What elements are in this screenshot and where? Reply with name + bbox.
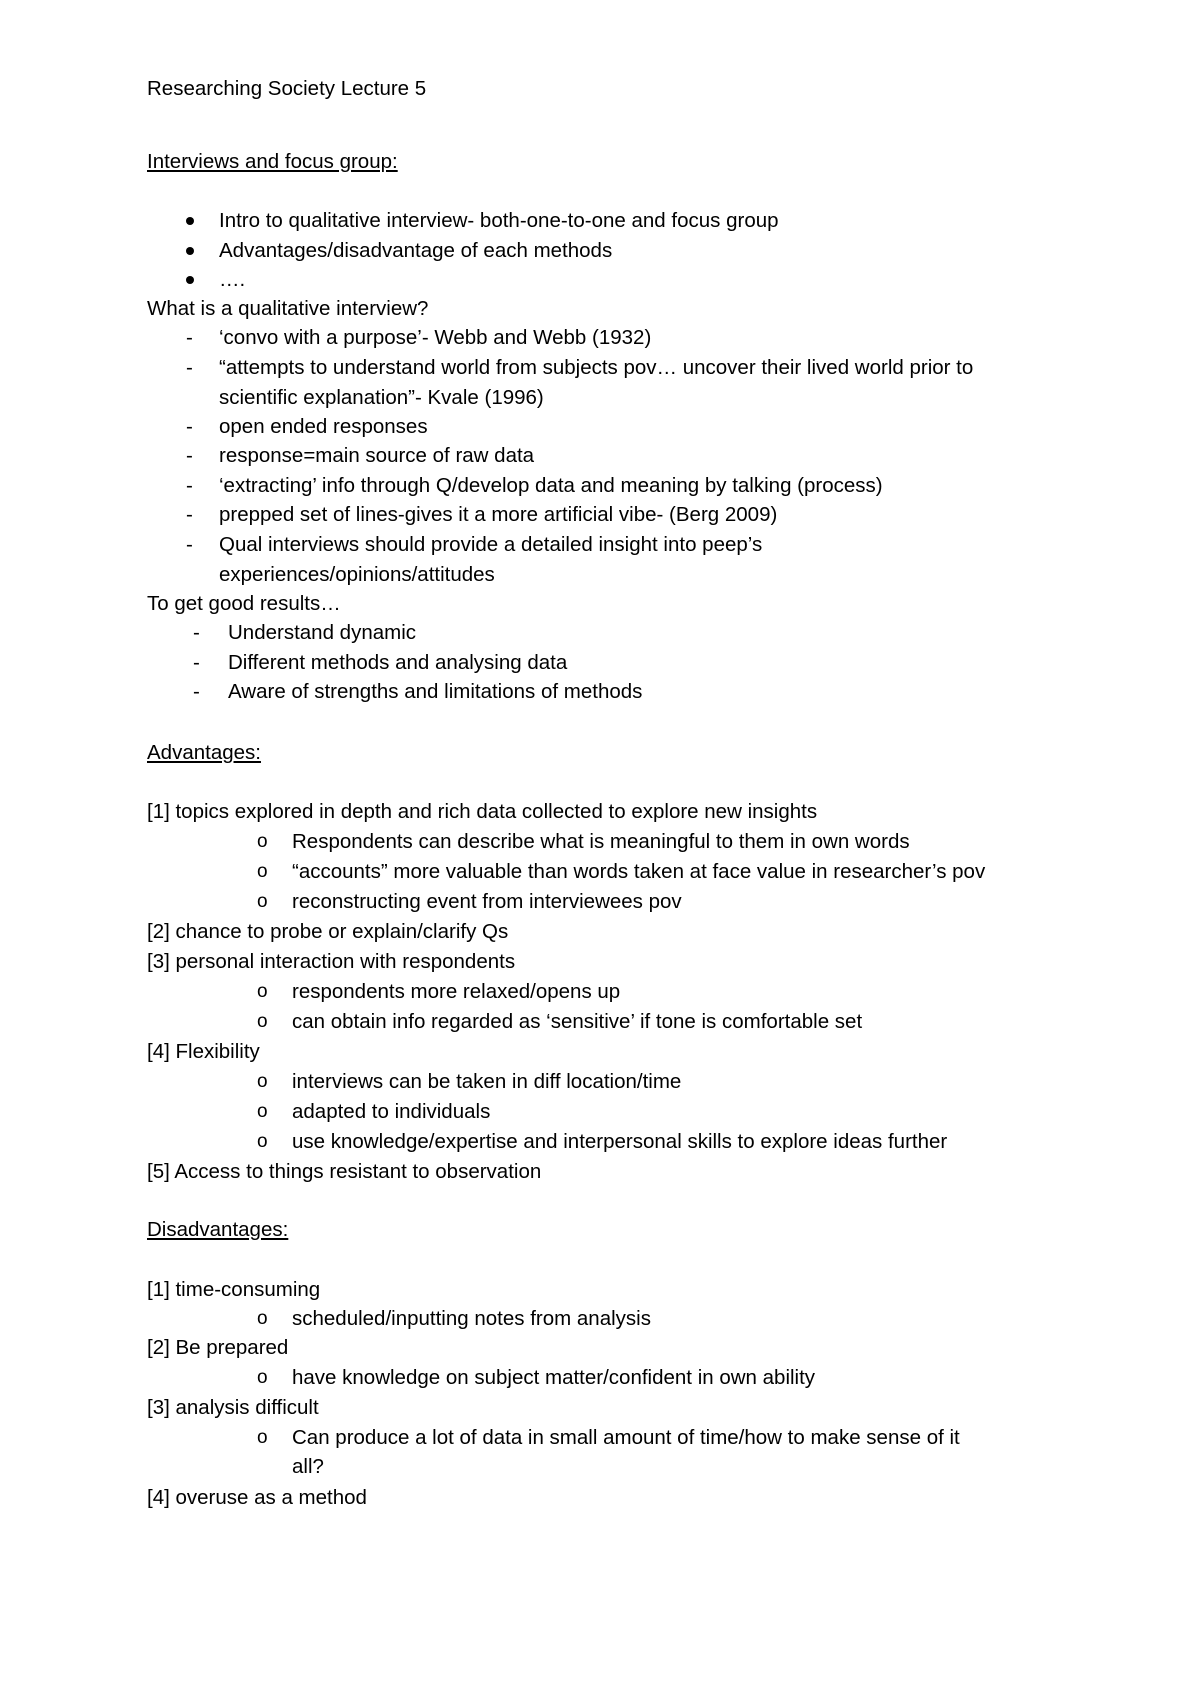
- disadvantage-item: [1] time-consuming: [147, 1278, 321, 1301]
- dash-marker: -: [193, 621, 200, 644]
- document-title: Researching Society Lecture 5: [147, 77, 427, 100]
- advantage-subitem: “accounts” more valuable than words taken at face value in researcher’s pov: [292, 860, 986, 883]
- advantage-item: [4] Flexibility: [147, 1040, 260, 1063]
- circle-marker: o: [257, 1011, 268, 1032]
- circle-marker: o: [257, 1131, 268, 1152]
- advantage-subitem: interviews can be taken in diff location/time: [292, 1070, 682, 1093]
- point-item: Qual interviews should provide a detailed insight into peep’s: [219, 533, 763, 556]
- advantage-subitem: can obtain info regarded as ‘sensitive’ if tone is comfortable set: [292, 1010, 863, 1033]
- bullet-dot: [186, 217, 194, 225]
- point-item: “attempts to understand world from subjects pov… uncover their lived world prior to: [219, 356, 974, 379]
- dash-marker: -: [193, 680, 200, 703]
- point-item: ‘convo with a purpose’- Webb and Webb (1932): [219, 326, 652, 349]
- result-item: Different methods and analysing data: [228, 651, 568, 674]
- disadvantage-item: [4] overuse as a method: [147, 1486, 367, 1509]
- dash-marker: -: [193, 651, 200, 674]
- advantage-item: [1] topics explored in depth and rich data collected to explore new insights: [147, 800, 818, 823]
- disadvantage-item: [3] analysis difficult: [147, 1396, 319, 1419]
- circle-marker: o: [257, 891, 268, 912]
- dash-marker: -: [186, 444, 193, 467]
- circle-marker: o: [257, 1101, 268, 1122]
- advantage-item: [2] chance to probe or explain/clarify Qs: [147, 920, 509, 943]
- circle-marker: o: [257, 831, 268, 852]
- point-item-continued: experiences/opinions/attitudes: [219, 563, 495, 586]
- bullet-dot: [186, 276, 194, 284]
- circle-marker: o: [257, 1071, 268, 1092]
- bullet-item: Advantages/disadvantage of each methods: [219, 239, 613, 262]
- advantage-subitem: adapted to individuals: [292, 1100, 491, 1123]
- disadvantage-item: [2] Be prepared: [147, 1336, 289, 1359]
- point-item: ‘extracting’ info through Q/develop data and meaning by talking (process): [219, 474, 883, 497]
- advantage-item: [5] Access to things resistant to observation: [147, 1160, 542, 1183]
- circle-marker: o: [257, 861, 268, 882]
- question-line: What is a qualitative interview?: [147, 297, 429, 320]
- result-item: Understand dynamic: [228, 621, 417, 644]
- advantage-subitem: reconstructing event from interviewees pov: [292, 890, 682, 913]
- disadvantage-subitem: Can produce a lot of data in small amount of time/how to make sense of it: [292, 1426, 960, 1449]
- circle-marker: o: [257, 981, 268, 1002]
- dash-marker: -: [186, 474, 193, 497]
- dash-marker: -: [186, 326, 193, 349]
- results-intro: To get good results…: [147, 592, 341, 615]
- dash-marker: -: [186, 356, 193, 379]
- point-item-continued: scientific explanation”- Kvale (1996): [219, 386, 544, 409]
- section-heading-disadvantages: Disadvantages:: [147, 1218, 289, 1241]
- advantage-subitem: Respondents can describe what is meaningful to them in own words: [292, 830, 910, 853]
- result-item: Aware of strengths and limitations of methods: [228, 680, 643, 703]
- point-item: prepped set of lines-gives it a more artificial vibe- (Berg 2009): [219, 503, 778, 526]
- dash-marker: -: [186, 533, 193, 556]
- advantage-subitem: use knowledge/expertise and interpersonal skills to explore ideas further: [292, 1130, 948, 1153]
- bullet-dot: [186, 247, 194, 255]
- section-heading-interviews: Interviews and focus group:: [147, 150, 398, 173]
- disadvantage-subitem: scheduled/inputting notes from analysis: [292, 1307, 651, 1330]
- circle-marker: o: [257, 1308, 268, 1329]
- dash-marker: -: [186, 415, 193, 438]
- bullet-item: ….: [219, 268, 246, 291]
- circle-marker: o: [257, 1427, 268, 1448]
- dash-marker: -: [186, 503, 193, 526]
- disadvantage-subitem: have knowledge on subject matter/confident in own ability: [292, 1366, 816, 1389]
- disadvantage-subitem-continued: all?: [292, 1455, 324, 1478]
- circle-marker: o: [257, 1367, 268, 1388]
- point-item: open ended responses: [219, 415, 428, 438]
- advantage-subitem: respondents more relaxed/opens up: [292, 980, 621, 1003]
- advantage-item: [3] personal interaction with respondents: [147, 950, 516, 973]
- section-heading-advantages: Advantages:: [147, 741, 261, 764]
- point-item: response=main source of raw data: [219, 444, 535, 467]
- bullet-item: Intro to qualitative interview- both-one-to-one and focus group: [219, 209, 779, 232]
